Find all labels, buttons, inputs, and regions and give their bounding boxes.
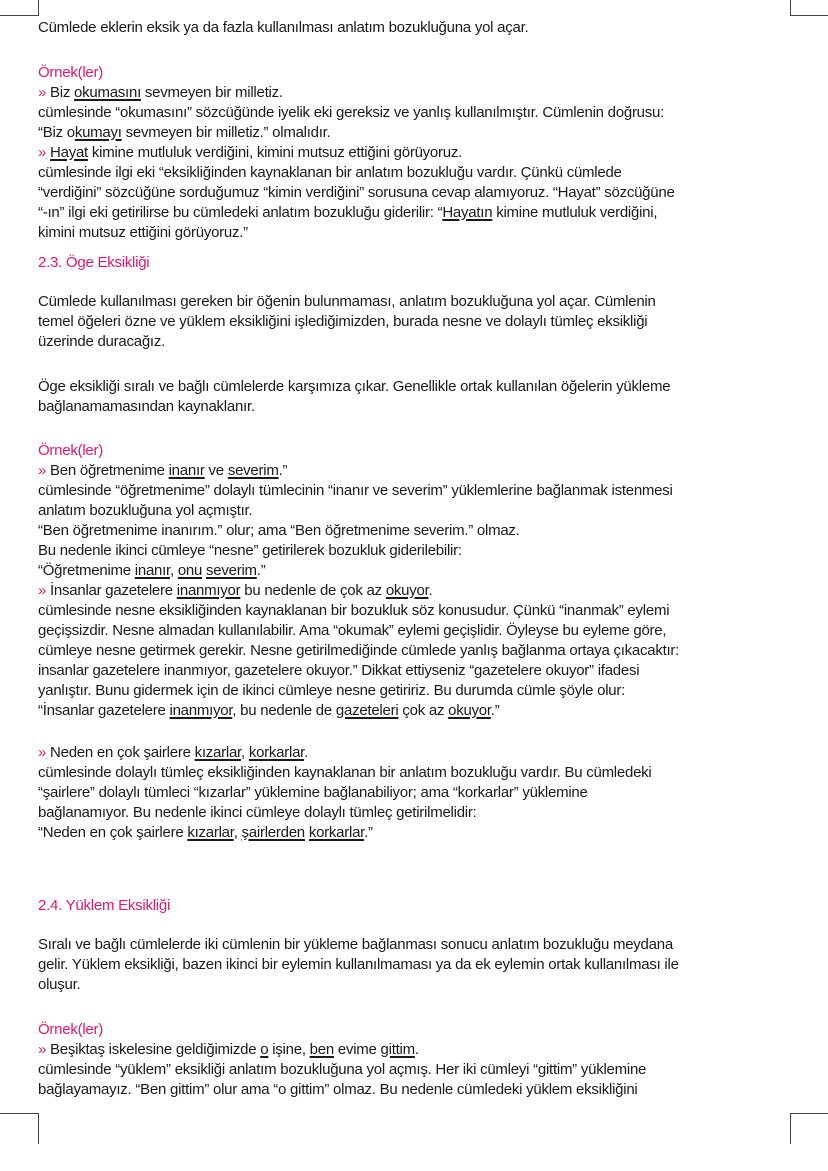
text-segment: , bbox=[233, 824, 242, 841]
text-line bbox=[38, 377, 670, 397]
text-line bbox=[38, 441, 679, 461]
crop-mark-bottom-right bbox=[790, 1113, 828, 1144]
underlined-word: o bbox=[260, 1041, 269, 1058]
text-line bbox=[38, 123, 675, 143]
text-segment: , bbox=[169, 562, 178, 579]
text-segment: bağlayamayız. “Ben gittim” olur ama “o gittim” olmaz. Bu nedenle cümledeki yüklem eksikliğini bbox=[38, 1081, 638, 1098]
text-segment: kimini mutsuz ettiğini görüyoruz.” bbox=[38, 224, 248, 241]
text-segment: . bbox=[414, 1041, 419, 1058]
text-segment: cümlesinde “yüklem” eksikliği anlatım bozukluğuna yol açmış. Her iki cümleyi “gittim” yüklemine bbox=[38, 1061, 647, 1078]
text-segment: . bbox=[304, 744, 309, 761]
crop-mark-bottom-left bbox=[0, 1113, 39, 1144]
underlined-word: kızarlar bbox=[194, 744, 241, 761]
text-line bbox=[38, 253, 149, 273]
underlined-word: kızarlar bbox=[187, 824, 234, 841]
underlined-word: inanır bbox=[134, 562, 170, 579]
text-line bbox=[38, 1040, 646, 1060]
text-line bbox=[38, 601, 679, 621]
text-segment: İnsanlar gazetelere bbox=[50, 582, 177, 599]
text-segment: “verdiğini” sözcüğüne sorduğumuz “kimin verdiğini” sorusuna cevap alamıyoruz. “Hayat” sözcüğüne bbox=[38, 184, 675, 201]
text-segment: ve bbox=[204, 462, 228, 479]
text-line bbox=[38, 803, 652, 823]
text-segment: Sıralı ve bağlı cümlelerde iki cümlenin bir yükleme bağlanması sonucu anlatım bozukluğu meydana bbox=[38, 936, 673, 953]
underlined-word: şairlerden bbox=[241, 824, 305, 841]
text-line bbox=[38, 955, 679, 975]
text-line bbox=[38, 521, 679, 541]
text-line bbox=[38, 143, 675, 163]
text-line bbox=[38, 397, 670, 417]
text-segment: cümleye nesne getirmek gerekir. Nesne getirilmediğinde cümlede yanlış bağlanma ortaya çıkacaktır: bbox=[38, 642, 680, 659]
text-line bbox=[38, 1020, 646, 1040]
crop-mark-top-right bbox=[790, 0, 828, 16]
highlight-text: » bbox=[38, 582, 51, 599]
underlined-word: Hayat bbox=[50, 144, 88, 161]
text-segment: temel öğeleri özne ve yüklem eksikliğini işlediğimizden, burada nesne ve dolaylı tümleç eksikliği bbox=[38, 313, 648, 330]
text-line bbox=[38, 203, 675, 223]
underlined-word: severim bbox=[227, 462, 279, 479]
text-line bbox=[38, 103, 675, 123]
text-segment: Beşiktaş iskelesine geldiğimizde bbox=[50, 1041, 261, 1058]
text-segment: , bbox=[240, 744, 249, 761]
text-segment: .” bbox=[490, 702, 500, 719]
text-block bbox=[38, 896, 170, 916]
text-segment: sevmeyen bir milletiz. bbox=[140, 84, 283, 101]
text-line bbox=[38, 63, 675, 83]
underlined-word: okuyor bbox=[385, 582, 429, 599]
text-segment: cümlesinde “okumasını” sözcüğünde iyelik eki gereksiz ve yanlış kullanılmıştır. Cümlenin doğrusu: bbox=[38, 104, 665, 121]
text-block bbox=[38, 743, 652, 843]
text-line bbox=[38, 163, 675, 183]
text-segment: .” bbox=[278, 462, 288, 479]
highlight-text: Örnek(ler) bbox=[38, 64, 104, 81]
text-block bbox=[38, 18, 528, 38]
text-segment: Bu nedenle ikinci cümleye “nesne” getirilerek bozukluk giderilebilir: bbox=[38, 542, 462, 559]
text-segment: işine, bbox=[268, 1041, 310, 1058]
text-line bbox=[38, 783, 652, 803]
text-line bbox=[38, 935, 679, 955]
text-line bbox=[38, 501, 679, 521]
text-line bbox=[38, 561, 679, 581]
text-line bbox=[38, 18, 528, 38]
highlight-text: » bbox=[38, 462, 51, 479]
text-segment: Cümlede eklerin eksik ya da fazla kullanılması anlatım bozukluğuna yol açar. bbox=[38, 19, 529, 36]
text-line bbox=[38, 183, 675, 203]
text-line bbox=[38, 823, 652, 843]
text-block bbox=[38, 441, 679, 721]
text-line bbox=[38, 681, 679, 701]
text-line bbox=[38, 763, 652, 783]
text-segment: “-ın” ilgi eki getirilirse bu cümledeki anlatım bozukluğu giderilir: “ bbox=[38, 204, 443, 221]
text-segment: “Ben öğretmenime inanırım.” olur; ama “Ben öğretmenime severim.” olmaz. bbox=[38, 522, 520, 539]
text-segment: .” bbox=[256, 562, 266, 579]
underlined-word: korkarlar bbox=[248, 744, 305, 761]
text-segment: üzerinde duracağız. bbox=[38, 333, 165, 350]
text-segment: .” bbox=[364, 824, 373, 841]
text-line bbox=[38, 581, 679, 601]
text-line bbox=[38, 461, 679, 481]
underlined-word: gittim bbox=[380, 1041, 415, 1058]
text-line bbox=[38, 701, 679, 721]
highlight-text: 2.3. Öge Eksikliği bbox=[38, 254, 150, 271]
underlined-word: Hayatın bbox=[442, 204, 493, 221]
text-line bbox=[38, 332, 656, 352]
text-line bbox=[38, 481, 679, 501]
text-line bbox=[38, 896, 170, 916]
underlined-word: okuyor bbox=[448, 702, 491, 719]
text-segment: “Öğretmenime bbox=[38, 562, 135, 579]
crop-mark-top-left bbox=[0, 0, 39, 16]
underlined-word: inanmıyor bbox=[176, 582, 241, 599]
text-segment: kimine mutluluk verdiğini, bbox=[492, 204, 658, 221]
text-line bbox=[38, 641, 679, 661]
text-segment: Ben öğretmenime bbox=[50, 462, 169, 479]
text-block bbox=[38, 935, 679, 995]
text-segment: “Neden en çok şairlere bbox=[38, 824, 188, 841]
underlined-word: onu bbox=[177, 562, 203, 579]
text-segment: anlatım bozukluğuna yol açmıştır. bbox=[38, 502, 253, 519]
text-segment: çok az bbox=[398, 702, 449, 719]
text-line bbox=[38, 83, 675, 103]
text-segment: “İnsanlar gazetelere bbox=[38, 702, 170, 719]
text-line bbox=[38, 223, 675, 243]
text-block bbox=[38, 292, 656, 352]
text-line bbox=[38, 661, 679, 681]
text-block bbox=[38, 63, 675, 243]
text-block bbox=[38, 1020, 646, 1100]
text-line bbox=[38, 1060, 646, 1080]
highlight-text: Örnek(ler) bbox=[38, 442, 104, 459]
text-segment: “şairlere” dolaylı tümleci “kızarlar” yüklemine bağlanabiliyor; ama “korkarlar” yüklemine bbox=[38, 784, 588, 801]
text-segment: Öge eksikliği sıralı ve bağlı cümlelerde karşımıza çıkar. Genellikle ortak kullanılan öğelerin yükleme bbox=[38, 378, 671, 395]
text-segment: evime bbox=[333, 1041, 381, 1058]
text-segment: bağlanamamasından kaynaklanır. bbox=[38, 398, 255, 415]
text-line bbox=[38, 1080, 646, 1100]
underlined-word: inanır bbox=[168, 462, 205, 479]
text-line bbox=[38, 541, 679, 561]
highlight-text: » bbox=[38, 744, 51, 761]
text-segment: Neden en çok şairlere bbox=[50, 744, 195, 761]
text-block bbox=[38, 253, 149, 273]
text-line bbox=[38, 312, 656, 332]
highlight-text: » bbox=[38, 84, 51, 101]
underlined-word: okumasını bbox=[74, 84, 141, 101]
highlight-text: 2.4. Yüklem Eksikliği bbox=[38, 897, 171, 914]
underlined-word: korkarlar bbox=[308, 824, 365, 841]
underlined-word: severim bbox=[206, 562, 257, 579]
underlined-word: ben bbox=[309, 1041, 334, 1058]
text-segment: cümlesinde dolaylı tümleç eksikliğinden kaynaklanan bir anlatım bozukluğu vardır. Bu cümledeki bbox=[38, 764, 652, 781]
text-line bbox=[38, 292, 656, 312]
text-segment: Biz bbox=[50, 84, 75, 101]
text-segment: yanlıştır. Bunu gidermek için de ikinci cümleye nesne getiririz. Bu durumda cümle şöyle olur: bbox=[38, 682, 626, 699]
text-segment: cümlesinde “öğretmenime” dolaylı tümlecinin “inanır ve severim” yüklemlerine bağlanmak istenmesi bbox=[38, 482, 673, 499]
highlight-text: Örnek(ler) bbox=[38, 1021, 104, 1038]
text-segment: cümlesinde nesne eksikliğinden kaynaklanan bir bozukluk söz konusudur. Çünkü “inanmak” eylemi bbox=[38, 602, 670, 619]
text-block bbox=[38, 377, 670, 417]
text-segment: “Biz o bbox=[38, 124, 75, 141]
underlined-word: gazeteleri bbox=[335, 702, 399, 719]
highlight-text: » bbox=[38, 1041, 51, 1058]
text-segment: insanlar gazetelere inanmıyor, gazetelere okuyor.” Dikkat ettiyseniz “gazetelere okuyor” ifadesi bbox=[38, 662, 640, 679]
highlight-text: » bbox=[38, 144, 51, 161]
text-segment: cümlesinde ilgi eki “eksikliğinden kaynaklanan bir anlatım bozukluğu vardır. Çünkü cümlede bbox=[38, 164, 622, 181]
text-segment: sevmeyen bir milletiz.” olmalıdır. bbox=[121, 124, 331, 141]
underlined-word: inanmıyor bbox=[169, 702, 233, 719]
text-line bbox=[38, 743, 652, 763]
text-segment: . bbox=[428, 582, 433, 599]
text-segment: oluşur. bbox=[38, 976, 81, 993]
text-segment: , bu nedenle de bbox=[232, 702, 336, 719]
text-line bbox=[38, 621, 679, 641]
text-segment: kimine mutluluk verdiğini, kimini mutsuz ettiğini görüyoruz. bbox=[87, 144, 463, 161]
text-segment: Cümlede kullanılması gereken bir öğenin bulunmaması, anlatım bozukluğuna yol açar. Cümlenin bbox=[38, 293, 656, 310]
text-segment: bağlanamıyor. Bu nedenle ikinci cümleye dolaylı tümleç getirilmelidir: bbox=[38, 804, 477, 821]
text-segment: bu nedenle de çok az bbox=[240, 582, 386, 599]
underlined-word: kumayı bbox=[74, 124, 122, 141]
text-segment: geçişsizdir. Nesne almadan kullanılabilir. Ama “okumak” eylemi geçişlidir. Öyleyse bu eyleme göre, bbox=[38, 622, 667, 639]
text-line bbox=[38, 975, 679, 995]
text-segment: gelir. Yüklem eksikliği, bazen ikinci bir eylemin kullanılmaması ya da ek eylemin ortak kullanılması ile bbox=[38, 956, 679, 973]
